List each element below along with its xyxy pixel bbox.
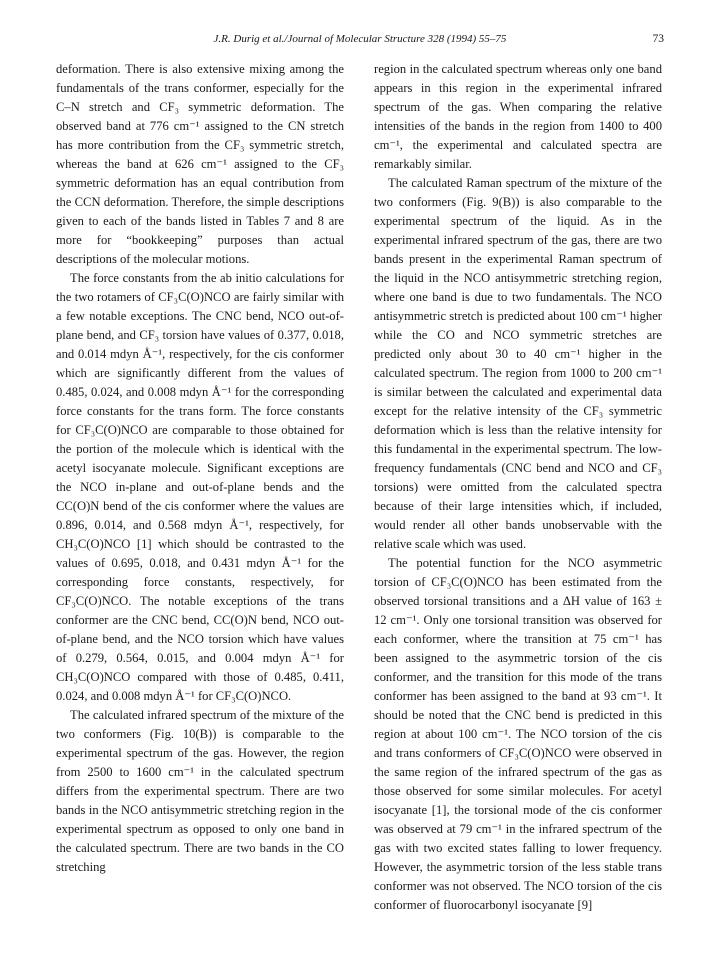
page-number: 73 xyxy=(652,33,664,45)
paragraph: region in the calculated spectrum whereas only one band appears in this region in the experimental infrared spectrum of the gas. When comparing the relative intensities of the bands in the region from 1400 to 400 cm⁻¹, the experimental and calculated spectra are remarkably similar. xyxy=(374,62,662,171)
paragraph: The force constants from the ab initio calculations for the two rotamers of CF₃C(O)NCO are fairly similar with a few notable exceptions. The CNC bend, NCO out-of-plane bend, and CF₃ torsion have values of 0.377, 0.018, and 0.014 mdyn Å⁻¹, respectively, for the cis conformer which are significantly different from the values of 0.485, 0.024, and 0.008 mdyn Å⁻¹ for the corresponding force constants for the trans form. The force constants for CF₃C(O)NCO are comparable to those obtained for the portion of the molecule which is identical with the acetyl isocyanate molecule. Significant exceptions are the NCO in-plane and out-of-plane bends and the CC(O)N bend of the cis conformer where the values are 0.896, 0.014, and 0.568 mdyn Å⁻¹, respectively, for CH₃C(O)NCO [1] which should be contrasted to the values of 0.695, 0.018, and 0.431 mdyn Å⁻¹ for the corresponding force constants, respectively, for CF₃C(O)NCO. The notable exceptions of the trans conformer are the CNC bend, CC(O)N bend, NCO out-of-plane bend, and the NCO torsion which have values of 0.279, 0.564, 0.015, and 0.004 mdyn Å⁻¹ for CH₃C(O)NCO compared with those of 0.485, 0.411, 0.024, and 0.008 mdyn Å⁻¹ for CF₃C(O)NCO. xyxy=(56,271,344,703)
page-header xyxy=(56,32,664,48)
paragraph: The potential function for the NCO asymmetric torsion of CF₃C(O)NCO has been estimated from the observed torsional transitions and a ΔH value of 163 ± 12 cm⁻¹. Only one torsional transition was observed for each conformer, where the transition at 75 cm⁻¹ has been assigned to the asymmetric torsion of the cis conformer, and the transition for this mode of the trans conformer has been assigned to the band at 93 cm⁻¹. It should be noted that the CNC bend is predicted in this region at about 100 cm⁻¹. The NCO torsion of the cis and trans conformers of CF₃C(O)NCO were observed in the same region of the infrared spectrum of the gas as those observed for some similar molecules. For acetyl isocyanate [1], the torsional mode of the cis conformer was observed at 79 cm⁻¹ in the infrared spectrum of the gas with two excited states falling to lower frequency. However, the asymmetric torsion of the less stable trans conformer was not observed. The NCO torsion of the cis conformer of fluorocarbonyl isocyanate [9] xyxy=(374,556,662,912)
left-column xyxy=(56,60,344,877)
paragraph: The calculated Raman spectrum of the mixture of the two conformers (Fig. 9(B)) is also comparable to the experimental spectrum of the liquid. As in the experimental infrared spectrum of the gas, there are two bands present in the experimental Raman spectrum of the liquid in the NCO antisymmetric stretching region, where one band is due to two fundamentals. The NCO antisymmetric stretch is predicted about 100 cm⁻¹ higher while the CO and NCO symmetric stretches are predicted only about 30 to 40 cm⁻¹ higher in the calculated spectrum. The region from 1000 to 200 cm⁻¹ is similar between the calculated and experimental data except for the relative intensity of the CF₃ symmetric deformation which is less than the relative intensity for this fundamental in the experimental spectrum. The low-frequency fundamentals (CNC bend and NCO and CF₃ torsions) were omitted from the calculated spectra because of their large intensities which, if included, would render all other bands unobservable with the relative scale which was used. xyxy=(374,176,662,551)
paragraph: The calculated infrared spectrum of the mixture of the two conformers (Fig. 10(B)) is comparable to the experimental spectrum of the gas. However, the region from 2500 to 1600 cm⁻¹ in the calculated spectrum differs from the experimental spectrum. There are two bands in the NCO antisymmetric stretching region in the experimental spectrum as opposed to only one band in the calculated spectrum. There are two bands in the CO stretching xyxy=(56,708,344,874)
paragraph: deformation. There is also extensive mixing among the fundamentals of the trans conformer, especially for the C–N stretch and CF₃ symmetric deformation. The observed band at 776 cm⁻¹ assigned to the CN stretch has more contribution from the CF₃ symmetric stretch, whereas the band at 626 cm⁻¹ assigned to the CF₃ symmetric deformation has an equal contribution from the CCN deformation. Therefore, the simple descriptions given to each of the bands listed in Tables 7 and 8 are more for “bookkeeping” purposes than actual descriptions of the molecular motions. xyxy=(56,62,344,266)
right-column xyxy=(374,60,662,915)
running-head: J.R. Durig et al./Journal of Molecular Structure 328 (1994) 55–75 xyxy=(213,33,507,45)
